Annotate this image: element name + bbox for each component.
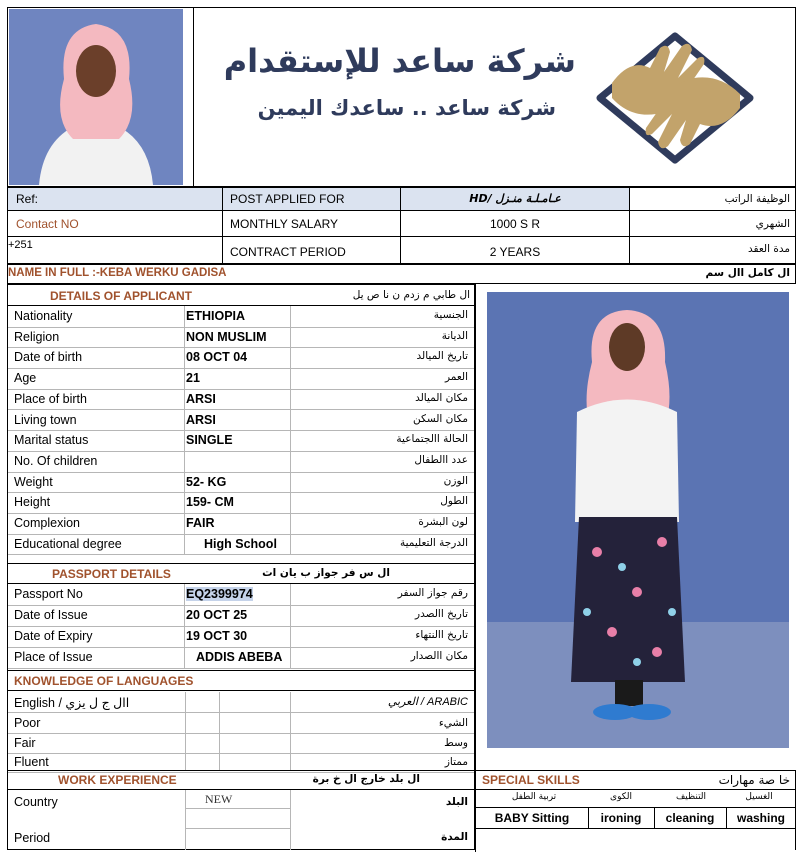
skill-item-3: cleaning bbox=[665, 811, 715, 825]
row-label: Educational degree bbox=[14, 536, 122, 551]
table-row bbox=[8, 368, 474, 390]
skills-title: SPECIAL SKILLS bbox=[482, 773, 580, 787]
table-row bbox=[8, 534, 474, 556]
passport-title: PASSPORT DETAILS bbox=[52, 567, 171, 581]
row-label: Height bbox=[14, 495, 51, 510]
arabic-label: العربي / ARABIC bbox=[387, 696, 468, 708]
row-label-ar: لون البشرة bbox=[418, 516, 468, 528]
post-value: HD/ عـامـلـة منـزل bbox=[469, 192, 561, 205]
row-label-ar: العمر bbox=[444, 371, 468, 384]
work-country-label: Country bbox=[14, 795, 58, 809]
work-title: WORK EXPERIENCE bbox=[58, 773, 177, 787]
work-title-ar: ال بلد خارج ال خ برة bbox=[312, 773, 420, 785]
company-logo bbox=[590, 28, 760, 168]
row-value: 08 OCT 04 bbox=[186, 350, 248, 365]
table-row bbox=[8, 327, 474, 349]
row-label-ar: الوزن bbox=[443, 474, 468, 487]
work-country-value: NEW bbox=[205, 792, 233, 806]
post-label: POST APPLIED FOR bbox=[230, 192, 345, 206]
row-label: Date of Issue bbox=[14, 608, 88, 622]
skill-header-ar-4: الغسيل bbox=[745, 792, 773, 802]
salary-label: MONTHLY SALARY bbox=[230, 217, 339, 231]
row-value: EQ2399974 bbox=[186, 587, 253, 601]
row-label: Weight bbox=[14, 474, 53, 489]
row-label: Nationality bbox=[14, 309, 73, 323]
row-label-ar: الحالة االجتماعية bbox=[396, 433, 468, 446]
row-value: 52- KG bbox=[186, 474, 227, 489]
skill-header-ar-2: الكوى bbox=[610, 792, 632, 802]
table-row bbox=[8, 492, 474, 514]
languages-title: KNOWLEDGE OF LANGUAGES bbox=[14, 674, 194, 688]
row-label-ar: تاريخ االصدر bbox=[415, 608, 468, 620]
row-label-ar: مكان االصدار bbox=[410, 650, 468, 662]
row-label: No. Of children bbox=[14, 453, 98, 468]
table-row bbox=[8, 306, 474, 328]
table-row bbox=[8, 647, 474, 669]
language-level-row bbox=[8, 714, 474, 734]
row-label-ar: عدد االطفال bbox=[414, 453, 468, 466]
row-value: NON MUSLIM bbox=[186, 329, 267, 344]
details-title: DETAILS OF APPLICANT bbox=[50, 289, 192, 303]
company-name: شركة ساعد للإستقدام bbox=[223, 42, 576, 80]
contact-value: +251 bbox=[8, 239, 33, 251]
table-row bbox=[8, 389, 474, 411]
row-label: Complexion bbox=[14, 516, 81, 530]
contact-label: Contact NO bbox=[16, 217, 79, 231]
skill-item-1: BABY Sitting bbox=[494, 811, 570, 825]
row-label: Date of Expiry bbox=[14, 629, 93, 643]
row-value: 20 OCT 25 bbox=[186, 608, 248, 622]
row-label-ar: الطول bbox=[440, 495, 468, 508]
ref-label: Ref: bbox=[16, 192, 39, 206]
language-level-ar: الشيء bbox=[438, 717, 468, 729]
row-label-ar: رقم جواز السفر bbox=[397, 587, 468, 599]
row-label-ar: الدرجة التعليمية bbox=[399, 536, 468, 549]
table-row bbox=[8, 626, 474, 648]
row-label-ar: تاريخ االنتهاء bbox=[415, 629, 468, 641]
skills-title-ar: خا صة مهارات bbox=[718, 773, 790, 787]
passport-title-ar: ال س فر جواز ب يان ات bbox=[262, 567, 390, 579]
contract-value: 2 YEARS bbox=[489, 245, 541, 259]
work-period-ar: المدة bbox=[441, 831, 468, 843]
table-row bbox=[8, 451, 474, 473]
row-value: 21 bbox=[186, 371, 200, 386]
row-label: Passport No bbox=[14, 587, 83, 601]
row-label: Marital status bbox=[14, 433, 89, 448]
language-level-label: Poor bbox=[14, 716, 41, 730]
row-label-ar: الجنسية bbox=[433, 309, 468, 321]
table-row bbox=[8, 430, 474, 452]
row-label: Living town bbox=[14, 412, 77, 427]
full-name-ar: ال كامل اال سم bbox=[705, 267, 790, 279]
language-level-row bbox=[8, 734, 474, 754]
language-level-ar: ممتاز bbox=[444, 756, 468, 768]
row-value: ETHIOPIA bbox=[186, 309, 246, 323]
full-name: NAME IN FULL :-KEBA WERKU GADISA bbox=[8, 267, 227, 279]
row-label-ar: مكان السكن bbox=[413, 412, 468, 425]
row-label: Date of birth bbox=[14, 350, 83, 365]
row-label: Place of Issue bbox=[14, 650, 93, 664]
row-label-ar: تاريخ الميالد bbox=[416, 350, 468, 363]
row-value: FAIR bbox=[186, 516, 215, 530]
full-body-figure bbox=[487, 292, 789, 748]
language-level-ar: وسط bbox=[444, 736, 468, 749]
table-row bbox=[8, 347, 474, 369]
table-row bbox=[8, 584, 474, 606]
row-label: Religion bbox=[14, 329, 60, 344]
work-period-label: Period bbox=[14, 831, 51, 845]
company-slogan: شركة ساعد .. ساعدك اليمين bbox=[257, 96, 556, 120]
details-title-ar: ال طابي م زدم ن نا ص يل bbox=[352, 289, 470, 301]
post-ar: الوظيفة الراتب bbox=[724, 193, 790, 205]
language-level-label: Fair bbox=[14, 735, 36, 750]
table-row bbox=[8, 410, 474, 432]
table-row bbox=[8, 605, 474, 627]
row-value: ARSI bbox=[186, 391, 216, 406]
row-value: SINGLE bbox=[186, 433, 233, 448]
work-country-ar: البلد bbox=[445, 796, 468, 808]
skill-item-2: ironing bbox=[600, 811, 642, 825]
row-label-ar: الديانة bbox=[441, 329, 468, 342]
contract-ar: مدة العقد bbox=[748, 243, 790, 255]
row-label: Age bbox=[14, 371, 37, 386]
language-level-label: Fluent bbox=[14, 755, 49, 769]
portrait-photo bbox=[9, 9, 183, 185]
row-label: Place of birth bbox=[14, 391, 87, 406]
row-label-ar: مكان الميالد bbox=[415, 391, 468, 404]
skill-header-ar-1: تربية الطفل bbox=[511, 792, 557, 802]
row-value: ADDIS ABEBA bbox=[196, 650, 283, 664]
skill-header-ar-3: التنظيف bbox=[675, 792, 707, 802]
full-body-photo bbox=[487, 292, 789, 748]
portrait-figure bbox=[9, 9, 183, 185]
row-value: 19 OCT 30 bbox=[186, 629, 248, 643]
row-value: 159- CM bbox=[186, 495, 234, 510]
row-value: High School bbox=[204, 536, 277, 551]
table-row bbox=[8, 472, 474, 494]
skills-table bbox=[476, 790, 796, 850]
table-row bbox=[8, 513, 474, 535]
contract-label: CONTRACT PERIOD bbox=[230, 245, 346, 259]
salary-ar: الشهري bbox=[755, 218, 790, 230]
row-value: ARSI bbox=[186, 412, 216, 427]
english-label: English / اال ج ل يزي bbox=[14, 696, 130, 710]
skill-item-4: washing bbox=[736, 811, 785, 825]
salary-value: 1000 S R bbox=[489, 217, 541, 231]
